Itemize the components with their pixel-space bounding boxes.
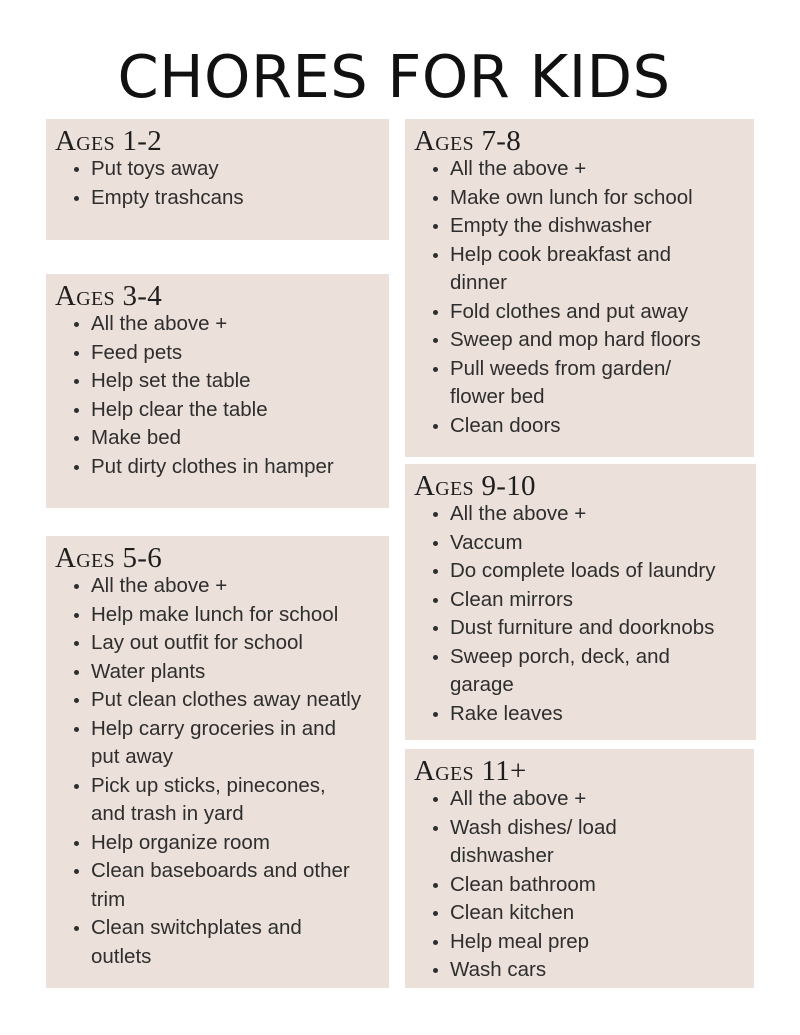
chore-list (55, 572, 389, 971)
chore-text: Clean baseboards and other (91, 859, 350, 882)
chore-item (91, 715, 389, 772)
chore-item (450, 614, 756, 643)
chore-item (91, 184, 389, 213)
chore-item (91, 424, 389, 453)
chore-text: Sweep and mop hard floors (450, 328, 701, 351)
chore-text: All the above + (450, 157, 587, 180)
section-ages-1-2 (46, 119, 389, 240)
chore-item (91, 155, 389, 184)
chore-item (91, 686, 389, 715)
chore-item (91, 914, 389, 971)
chore-list (414, 785, 754, 985)
chore-text: Help meal prep (450, 929, 590, 953)
chore-item (450, 212, 754, 241)
chore-text: dishwasher (450, 844, 554, 867)
chore-text: All the above + (450, 502, 587, 525)
chore-item (91, 367, 389, 396)
chore-item (450, 298, 754, 327)
chore-text: Empty trashcans (91, 185, 244, 209)
chore-text: Rake leaves (450, 701, 563, 725)
chore-item (450, 155, 754, 184)
chore-list (414, 500, 756, 728)
chore-item (450, 557, 756, 586)
chore-item (450, 326, 754, 355)
section-heading: Ages 3-4 (55, 280, 163, 312)
chore-text: trim (91, 887, 126, 911)
chore-text: Make bed (91, 426, 182, 449)
chore-item (450, 529, 756, 558)
chore-text: Pull weeds from garden/ (450, 356, 672, 380)
chore-item (91, 829, 389, 858)
chore-item (91, 857, 389, 914)
chore-text: Clean mirrors (450, 587, 574, 611)
chore-item (450, 899, 754, 928)
chore-text: outlets (91, 944, 152, 968)
chore-item (91, 629, 389, 658)
chore-item (91, 310, 389, 339)
chore-item (450, 500, 756, 529)
chore-text: Dust furniture and doorknobs (450, 616, 715, 639)
chore-item (450, 355, 754, 412)
chore-text: Clean kitchen (450, 901, 575, 924)
section-heading: Ages 9-10 (414, 470, 536, 502)
chore-text: Clean switchplates and (91, 916, 302, 939)
chore-list (55, 310, 389, 481)
chore-text: Make own lunch for school (450, 185, 693, 209)
chore-text: Put dirty clothes in hamper (91, 454, 334, 478)
section-ages-7-8 (405, 119, 754, 457)
chore-item (450, 785, 754, 814)
chore-text: Sweep porch, deck, and (450, 644, 670, 668)
chore-text: Help cook breakfast and (450, 242, 672, 266)
section-heading: Ages 11+ (414, 755, 527, 787)
section-ages-11-plus (405, 749, 754, 988)
chore-item (91, 339, 389, 368)
chore-text: Help set the table (91, 369, 251, 392)
page-title: CHORES FOR KIDS (117, 42, 671, 111)
chore-text: Help clear the table (91, 397, 268, 421)
chore-text: garage (450, 673, 514, 696)
section-heading: Ages 7-8 (414, 125, 522, 157)
chore-text: Clean doors (450, 413, 561, 437)
chore-item (91, 453, 389, 482)
chore-text: Lay out outfit for school (91, 631, 303, 654)
chore-text: Fold clothes and put away (450, 299, 689, 323)
section-heading: Ages 5-6 (55, 542, 163, 574)
chore-text: All the above + (450, 787, 587, 810)
section-ages-5-6 (46, 536, 389, 988)
chore-text: Put clean clothes away neatly (91, 688, 362, 711)
section-ages-3-4 (46, 274, 389, 508)
chore-item (91, 572, 389, 601)
chore-text: Feed pets (91, 340, 183, 364)
chore-text: Wash cars (450, 958, 547, 981)
chore-text: Do complete loads of laundry (450, 559, 716, 582)
chore-list (414, 155, 754, 440)
section-ages-9-10 (405, 464, 756, 740)
chore-text: Help organize room (91, 830, 270, 854)
chore-item (450, 586, 756, 615)
section-heading: Ages 1-2 (55, 125, 163, 157)
chore-text: put away (91, 745, 174, 768)
chore-text: Empty the dishwasher (450, 214, 652, 237)
chore-text: dinner (450, 271, 507, 294)
chore-item (91, 396, 389, 425)
chore-text: Vaccum (450, 530, 523, 554)
chore-text: and trash in yard (91, 802, 244, 825)
chore-text: Help carry groceries in and (91, 716, 336, 740)
chore-item (91, 658, 389, 687)
chore-item (450, 184, 754, 213)
chore-text: Pick up sticks, pinecones, (91, 773, 326, 797)
chore-text: Wash dishes/ load (450, 815, 617, 839)
chore-item (450, 643, 756, 700)
chore-text: Put toys away (91, 157, 219, 180)
chore-item (450, 871, 754, 900)
chore-item (450, 412, 754, 441)
chore-item (450, 814, 754, 871)
chore-text: All the above + (91, 312, 228, 335)
chore-text: flower bed (450, 385, 545, 408)
chore-item (450, 700, 756, 729)
chore-item (91, 601, 389, 630)
chore-text: Clean bathroom (450, 872, 596, 896)
chore-text: Help make lunch for school (91, 602, 339, 626)
chore-list (55, 155, 389, 212)
chore-item (450, 241, 754, 298)
chore-text: All the above + (91, 574, 228, 597)
chore-item (91, 772, 389, 829)
chore-item (450, 956, 754, 985)
chore-text: Water plants (91, 659, 206, 683)
chore-item (450, 928, 754, 957)
